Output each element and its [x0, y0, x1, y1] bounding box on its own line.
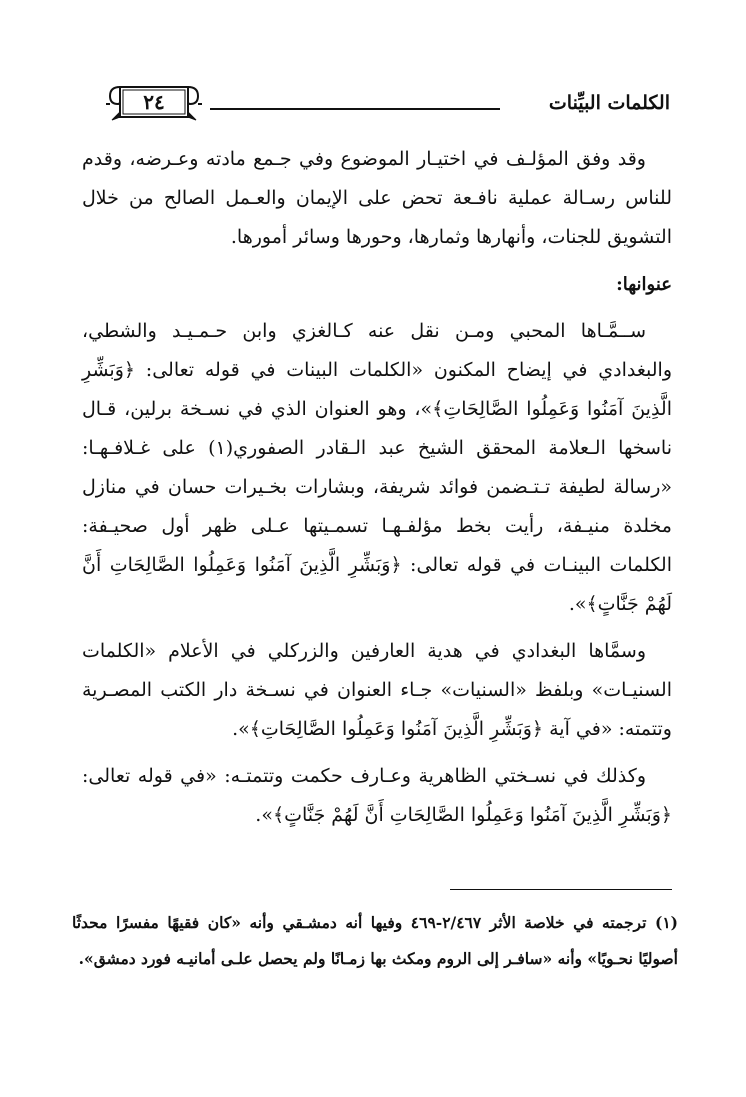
paragraph-copies: وكذلك في نسـختي الظاهرية وعـارف حكمت وتتمتـه: «في قوله تعالى: ﴿وَبَشِّرِ الَّذِينَ آمَنُوا وَعَمِلُوا الصَّالِحَاتِ أَنَّ لَهُمْ جَنَّاتٍ﴾». — [82, 765, 672, 826]
footnote — [72, 905, 678, 977]
main-text — [82, 140, 672, 843]
page-header — [92, 88, 670, 128]
footnote-text: (١) ترجمته في خلاصة الأثر ٢/٤٦٧-٤٦٩ وفيها أنه دمشـقي وأنه «كان فقيهًا مفسرًا محدثًا أصوليًا نحـويًا» وأنه «سافـر إلى الروم ومكث بها زمـانًا ولم يحصل علـى أمانيـه فورد دمشق». — [72, 913, 678, 968]
paragraph-intro: وقد وفق المؤلـف في اختيـار الموضوع وفي جـمع مادته وعـرضه، وقدم للناس رسـالة عملية نافـعة تحض على الإيمان والعـمل الصالح من خلال التشويق للجنات، وأنهارها وثمارها، وحورها وسائر أمورها. — [82, 148, 672, 248]
section-heading: عنوانها: — [616, 274, 672, 295]
page-number-badge — [106, 84, 202, 122]
running-title: الكلمات البيِّنات — [548, 92, 670, 114]
page-number: ٢٤ — [143, 90, 165, 114]
paragraph-baghdadi: وسمَّاها البغدادي في هدية العارفين والزركلي في الأعلام «الكلمات السنيـات» وبلفظ «السنيات» جـاء العنوان في نسـخة دار الكتب المصـرية وتتمته: «في آية ﴿وَبَشِّرِ الَّذِينَ آمَنُوا وَعَمِلُوا الصَّالِحَاتِ﴾». — [82, 640, 672, 740]
header-rule — [210, 108, 500, 110]
footnote-rule — [450, 889, 672, 890]
paragraph-naming: ســمَّـاها المحبي ومـن نقل عنه كـالغزي وابن حـمـيـد والشطي، والبغدادي في إيضاح المكنون «الكلمات البينات في قوله تعالى: ﴿وَبَشِّرِ الَّذِينَ آمَنُوا وَعَمِلُوا الصَّالِحَاتِ﴾»، وهو العنوان الذي في نسـخة برلين، قـال ناسخها الـعلامة المحقق الشيخ عبد الـقادر الصفوري(١) على غـلافـهـا: «رسالة لطيفة تـتـضمن فوائد شريفة، وبشارات بخـيرات حسان في منازل مخلدة منيـفة، رأيت بخط مؤلفـهـا تسمـيتها عـلى ظهر أول صحيـفة: الكلمات البينـات في قوله تعالى: ﴿وَبَشِّرِ الَّذِينَ آمَنُوا وَعَمِلُوا الصَّالِحَاتِ أَنَّ لَهُمْ جَنَّاتٍ﴾». — [82, 320, 672, 615]
